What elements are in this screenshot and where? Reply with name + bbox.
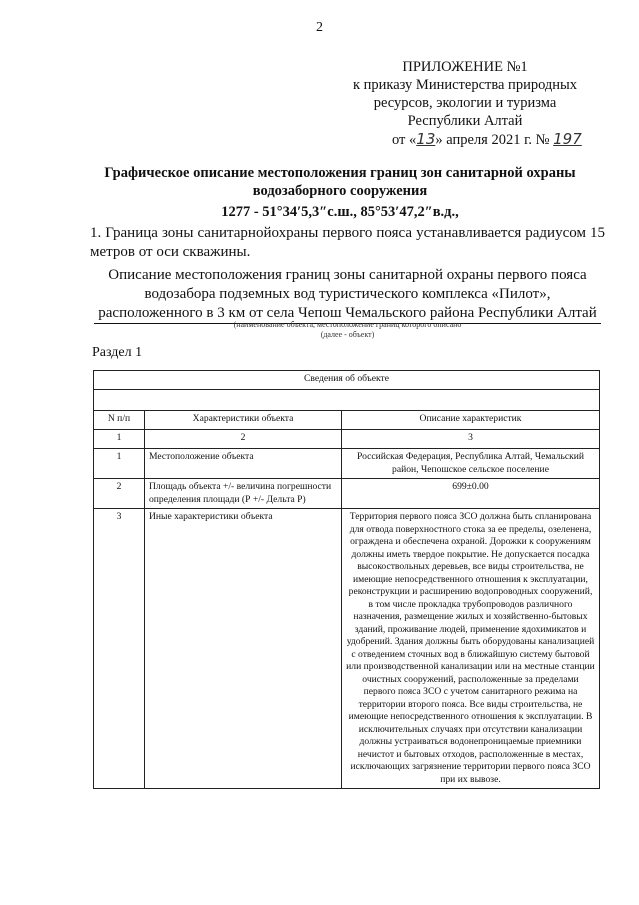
date-prefix: от « [392,132,417,148]
table-column-numbers-row [94,430,600,449]
section-heading: Раздел 1 [92,345,143,360]
row-number: 1 [94,449,145,479]
document-title: Графическое описание местоположения границ зон санитарной охраны водозаборного сооружения [104,165,576,199]
row-description: Территория первого пояса ЗСО должна быть спланирована для отвода поверхностного стока за ее пределы, озеленена, ограждена и обеспечена охраной. Дорожки к сооружениям должны иметь твердое покрытие. Не допускается посадка высокоствольных деревьев, все виды строительства, не имеющие непосредственного отношения к эксплуатации, реконструкции и расширению водопроводных сооружений, в том числе прокладка трубопроводов различного назначения, размещение жилых и хозяйственно-бытовых зданий, проживание людей, применение ядохимикатов и удобрений. Здания должны быть оборудованы канализацией с отведением сточных вод в ближайшую систему бытовой или производственной канализации или на местные станции очистных сооружений, расположенные за пределами первого пояса ЗСО с учетом санитарного режима на территории второго пояса. Все виды строительства, не имеющие непосредственного отношения к эксплуатации. В исключительных случаях при отсутствии канализации должны устраиваться водонепроницаемые приемники нечистот и бытовых отходов, расположенные в местах, исключающих загрязнение территории первого пояса ЗСО при их вывозе. [342,509,600,789]
row-description: Российская Федерация, Республика Алтай, Чемальский район, Чепошское сельское поселение [342,449,600,479]
object-caption [90,320,605,340]
column-header-number: N п/п [94,411,145,430]
page-number: 2 [316,20,323,35]
caption-line-2: (далее - объект) [320,330,375,339]
column-header-description: Описание характеристик [342,411,600,430]
row-description: 699±0.00 [342,479,600,509]
object-description-line-1: Описание местоположения границ зоны санитарной охраны первого пояса [108,267,587,283]
column-number-1: 1 [94,430,145,449]
order-date-line [392,130,612,149]
appendix-line-2: ресурсов, экологии и туризма [373,95,557,111]
appendix-title: ПРИЛОЖЕНИЕ №1 [402,59,528,75]
object-info-table [93,370,600,789]
caption-line-1: (наименование объекта, местоположение границ которого описано [233,320,462,329]
handwritten-number: 197 [553,130,582,148]
coordinates: 1277 - 51°34′5,3″с.ш., 85°53′47,2″в.д., [221,204,459,220]
table-header-row [94,371,600,390]
date-middle: » апреля 2021 г. № [435,132,550,148]
table-columns-row [94,411,600,430]
row-number: 2 [94,479,145,509]
row-characteristic: Местоположение объекта [145,449,342,479]
table-row [94,449,600,479]
paragraph-first-zone: 1. Граница зоны санитарнойохраны первого пояса устанавливается радиусом 15 метров от оси скважины. [90,225,605,260]
handwritten-day: 13 [416,130,436,148]
table-spacer-row [94,390,600,411]
object-description-line-3: расположенного в 3 км от села Чепош Чемальского района Республики Алтай [94,304,601,324]
appendix-line-1: к приказу Министерства природных [352,77,578,93]
object-description [90,266,605,324]
column-number-3: 3 [342,430,600,449]
row-characteristic: Площадь объекта +/- величина погрешности определения площади (Р +/- Дельта Р) [145,479,342,509]
row-characteristic: Иные характеристики объекта [145,509,342,789]
row-number: 3 [94,509,145,789]
object-description-line-2: водозабора подземных вод туристического комплекса «Пилот», [144,286,551,302]
appendix-block [330,58,600,130]
column-header-characteristic: Характеристики объекта [145,411,342,430]
column-number-2: 2 [145,430,342,449]
table-header: Сведения об объекте [94,371,600,390]
table-row [94,479,600,509]
table-row [94,509,600,789]
appendix-line-3: Республики Алтай [407,113,523,129]
